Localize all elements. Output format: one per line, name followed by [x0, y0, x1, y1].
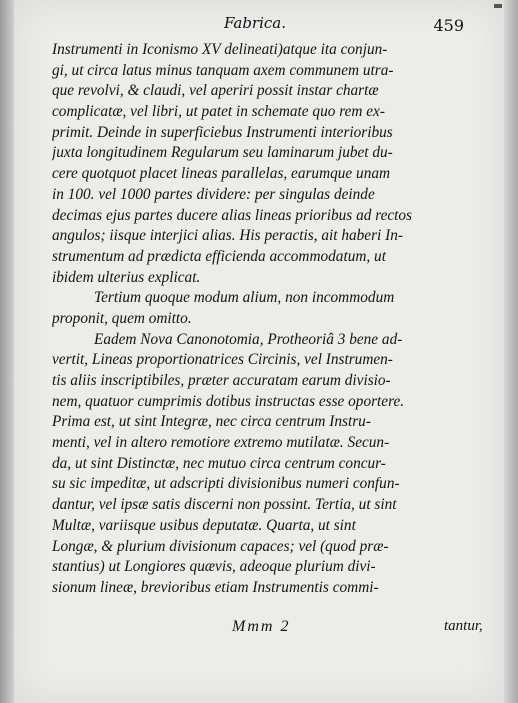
catchword: tantur, — [444, 618, 483, 634]
body-text — [52, 40, 492, 599]
text-line: nem, quatuor cumprimis dotibus instructas esse oportere. — [52, 392, 405, 410]
text-line: vertit, Lineas proportionatrices Circinis, vel Instrumen- — [52, 351, 393, 369]
text-line: in 100. vel 1000 partes dividere: per singulas deinde — [52, 185, 375, 203]
text-line: stantius) ut Longiores quævis, adeoque plurium divi- — [52, 558, 376, 576]
text-line: menti, vel in altero remotiore extremo mutilatæ. Secun- — [52, 434, 390, 452]
text-line: tis aliis inscriptibiles, præter accuratam earum divisio- — [52, 372, 391, 389]
text-line: Multæ, variisque usibus deputatæ. Quarta, ut sint — [52, 516, 356, 534]
running-head: Fabrica. — [224, 14, 287, 32]
text-line: ibidem ulterius explicat. — [52, 268, 201, 286]
text-line: sionum lineæ, brevioribus etiam Instrumentis commi- — [52, 578, 379, 596]
text-line: Instrumenti in Iconismo XV delineati)atque ita conjun- — [52, 41, 388, 58]
corner-mark — [494, 4, 502, 8]
text-line: primit. Deinde in superficiebus Instrumenti interioribus — [52, 123, 393, 141]
text-line: juxta longitudinem Regularum seu laminarum jubet du- — [52, 144, 393, 162]
page-edge-shadow — [504, 0, 518, 703]
book-page — [14, 0, 504, 703]
text-line: su sic impeditæ, ut adscripti divisionibus numeri confun- — [52, 475, 400, 493]
text-line: proponit, quem omitto. — [52, 309, 192, 327]
text-line: que revolvi, & claudi, vel aperiri possit instar chartæ — [52, 82, 379, 100]
page-number: 459 — [433, 16, 464, 35]
text-line: Tertium quoque modum alium, non incommodum — [94, 289, 395, 307]
text-line: Eadem Nova Canonotomia, Protheoriâ 3 bene ad- — [94, 330, 403, 348]
text-line: cere quotquot placet lineas parallelas, earumque unam — [52, 165, 391, 183]
text-line: strumentum ad prædicta efficienda accommodatum, ut — [52, 247, 386, 265]
text-line: gi, ut circa latus minus tanquam axem communem utra- — [52, 61, 394, 79]
book-gutter-shadow — [0, 0, 14, 703]
text-line: complicatæ, vel libri, ut patet in schemate quo rem ex- — [52, 103, 385, 121]
text-line: angulos; iisque interjici alias. His peractis, ait haberi In- — [52, 227, 403, 245]
text-line: da, ut sint Distinctæ, nec mutuo circa centrum concur- — [52, 454, 386, 472]
text-line: decimas ejus partes ducere alias lineas prioribus ad rectos — [52, 206, 413, 224]
text-line: Longæ, & plurium divisionum capaces; vel (quod præ- — [52, 537, 389, 555]
text-line: dantur, vel ipsæ satis discerni non possint. Tertia, ut sint — [52, 496, 397, 514]
text-line: Prima est, ut sint Integræ, nec circa centrum Instru- — [52, 413, 371, 431]
signature-mark: Mmm 2 — [232, 618, 291, 635]
